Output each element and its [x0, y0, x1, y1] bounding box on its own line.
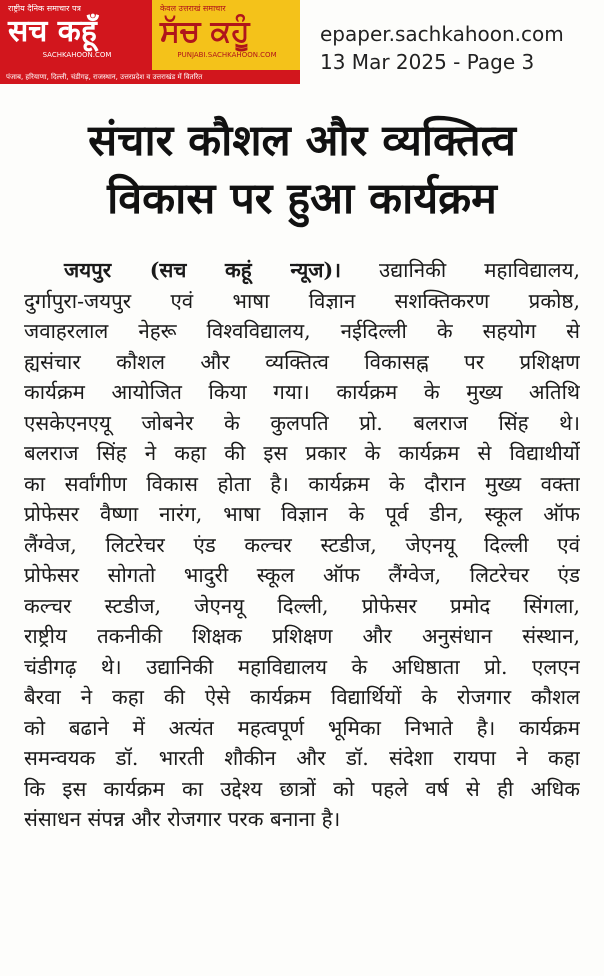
article-line: बैरवा ने कहा की ऐसे कार्यक्रम विद्यार्थियों के रोजगार कौशल	[24, 685, 580, 709]
epaper-url: epaper.sachkahoon.com	[320, 22, 564, 46]
article-line: का सर्वांगीण विकास होता है। कार्यक्रम के दौरान मुख्य वक्ता	[24, 471, 580, 496]
article-line: समन्वयक डॉ. भारती शौकीन और डॉ. संदेशा रायपा ने कहा	[24, 746, 580, 770]
article-line: जवाहरलाल नेहरू विश्वविद्यालय, नईदिल्ली के सहयोग से	[24, 319, 580, 343]
yellow-logo-text: ਸੱਚ ਕਹੂੰ	[160, 14, 250, 49]
article-line: कि इस कार्यक्रम का उद्देश्य छात्रों को पहले वर्ष से ही अधिक	[24, 776, 580, 801]
article-line	[24, 255, 580, 286]
article-line: दुर्गापुरा-जयपुर एवं भाषा विज्ञान सशक्तिकरण प्रकोष्ठ,	[24, 288, 580, 313]
article-line: संसाधन संपन्न और रोजगार परक बनाना है।	[24, 807, 341, 831]
article-line-text: उद्यानिकी महाविद्यालय,	[340, 258, 580, 282]
article-line: प्रोफेसर वैष्णा नारंग, भाषा विज्ञान के पूर्व डीन, स्कूल ऑफ	[24, 502, 580, 526]
distribution-strip: पंजाब, हरियाणा, दिल्ली, चंडीगढ़, राजस्थान, उत्तरप्रदेश व उत्तराखंड में वितरित	[0, 70, 300, 84]
date-page: 13 Mar 2025 - Page 3	[320, 50, 535, 74]
masthead	[0, 0, 300, 84]
article-line: कल्चर स्टडीज, जेएनयू दिल्ली, प्रोफेसर प्रमोद सिंगला,	[24, 593, 580, 618]
headline-line-2: विकास पर हुआ कार्यक्रम	[107, 174, 497, 224]
headline-line-1: संचार कौशल और व्यक्तित्व	[88, 116, 516, 166]
edition-info	[320, 20, 564, 76]
punjabi-logo	[152, 0, 300, 70]
article-line: प्रोफेसर सोगतो भादुरी स्कूल ऑफ लैंग्वेज, लिटरेचर एंड	[24, 563, 580, 587]
sach-kahoon-logo	[0, 0, 152, 70]
red-tagline: राष्ट्रीय दैनिक समाचार पत्र	[8, 4, 81, 13]
headline	[20, 112, 584, 228]
article-line: को बढाने में अत्यंत महत्वपूर्ण भूमिका निभाते है। कार्यक्रम	[24, 715, 580, 740]
yellow-logo-url: PUNJABI.SACHKAHOON.COM	[177, 51, 277, 59]
dateline: जयपुर (सच कहूं न्यूज)।	[64, 258, 341, 282]
article-line: चंडीगढ़ थे। उद्यानिकी महाविद्यालय के अधिष्ठाता प्रो. एलएन	[24, 654, 580, 679]
yellow-tagline: केवल उत्तराखं समाचार	[160, 4, 226, 13]
article-line: बलराज सिंह ने कहा की इस प्रकार के कार्यक्रम से विद्याथीर्यो	[24, 441, 580, 465]
article-line: लैंग्वेज, लिटरेचर एंड कल्चर स्टडीज, जेएनयू दिल्ली एवं	[24, 532, 580, 557]
article-body	[24, 255, 580, 835]
article-line: ह्यसंचार कौशल और व्यक्तित्व विकासह्न पर प्रशिक्षण	[24, 349, 580, 374]
red-logo-url: SACHKAHOON.COM	[42, 51, 112, 59]
article-line: राष्ट्रीय तकनीकी शिक्षक प्रशिक्षण और अनुसंधान संस्थान,	[24, 624, 580, 648]
article-line: एसकेएनएयू जोबनेर के कुलपति प्रो. बलराज सिंह थे।	[24, 410, 580, 435]
red-logo-text: सच कहूँ	[8, 14, 97, 49]
article-line: कार्यक्रम आयोजित किया गया। कार्यक्रम के मुख्य अतिथि	[24, 380, 580, 404]
